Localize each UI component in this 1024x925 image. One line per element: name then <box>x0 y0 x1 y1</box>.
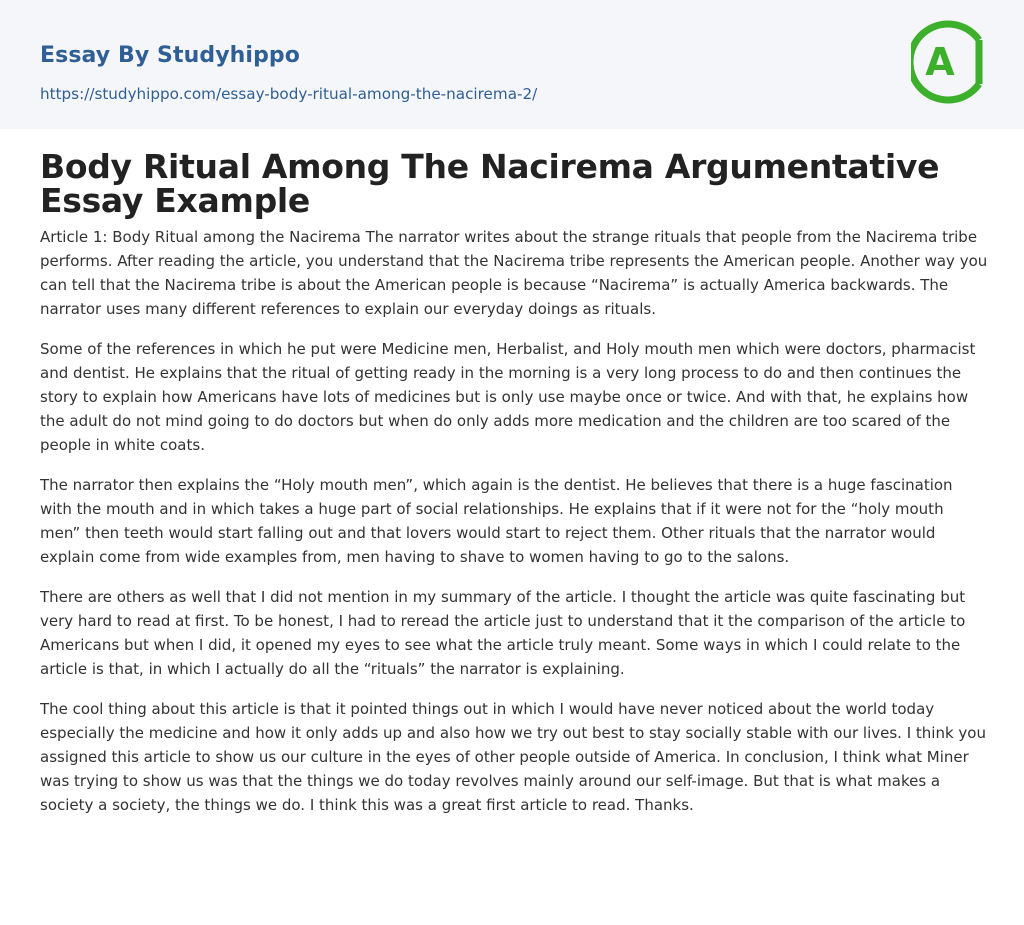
essay-paragraph: The narrator then explains the “Holy mouth men”, which again is the dentist. He believes that there is a huge fascination with the mouth and in which takes a huge part of social relationships. He explains that if it were not for the “holy mouth men” then teeth would start falling out and that lovers would start to reject them. Other rituals that the narrator would explain come from wide examples from, men having to shave to women having to go to the salons. <box>40 476 953 566</box>
essay-paragraph: Some of the references in which he put were Medicine men, Herbalist, and Holy mouth men which were doctors, pharmacist and dentist. He explains that the ritual of getting ready in the morning is a very long process to do and then continues the story to explain how Americans have lots of medicines but is only use maybe once or twice. And with that, he explains how the adult do not mind going to do doctors but when do only adds more medication and the children are too scared of the people in white coats. <box>40 340 976 454</box>
essay-paragraph: Article 1: Body Ritual among the Nacirema The narrator writes about the strange rituals that people from the Nacirema tribe performs. After reading the article, you understand that the Nacirema tribe represents the American people. Another way you can tell that the Nacirema tribe is about the American people is because “Nacirema” is actually America backwards. The narrator uses many different references to explain our everyday doings as rituals. <box>40 228 988 318</box>
essay-paragraph: There are others as well that I did not mention in my summary of the article. I thought the article was quite fascinating but very hard to read at first. To be honest, I had to reread the article just to understand that it the comparison of the article to Americans but when I did, it opened my eyes to see what the article truly meant. Some ways in which I could relate to the article is that, in which I actually do all the “rituals” the narrator is explaining. <box>40 588 966 678</box>
essay-url-link[interactable]: https://studyhippo.com/essay-body-ritual-among-the-nacirema-2/ <box>40 85 538 103</box>
essay-paragraph: The cool thing about this article is that it pointed things out in which I would have never noticed about the world today especially the medicine and how it only adds up and also how we try out best to stay socially stable with our lives. I think you assigned this article to show us our culture in the eyes of other people outside of America. In conclusion, I think what Miner was trying to show us was that the things we do today revolves mainly around our self-image. But that is what makes a society a society, the things we do. I think this was a great first article to read. Thanks. <box>40 700 986 814</box>
logo-letter: A <box>925 40 955 84</box>
site-header <box>0 0 1024 129</box>
essay-body <box>40 147 988 833</box>
essay-title: Body Ritual Among The Nacirema Argumentative Essay Example <box>40 147 940 220</box>
studyhippo-logo-icon[interactable] <box>911 18 987 106</box>
site-brand[interactable]: Essay By Studyhippo <box>40 43 300 68</box>
